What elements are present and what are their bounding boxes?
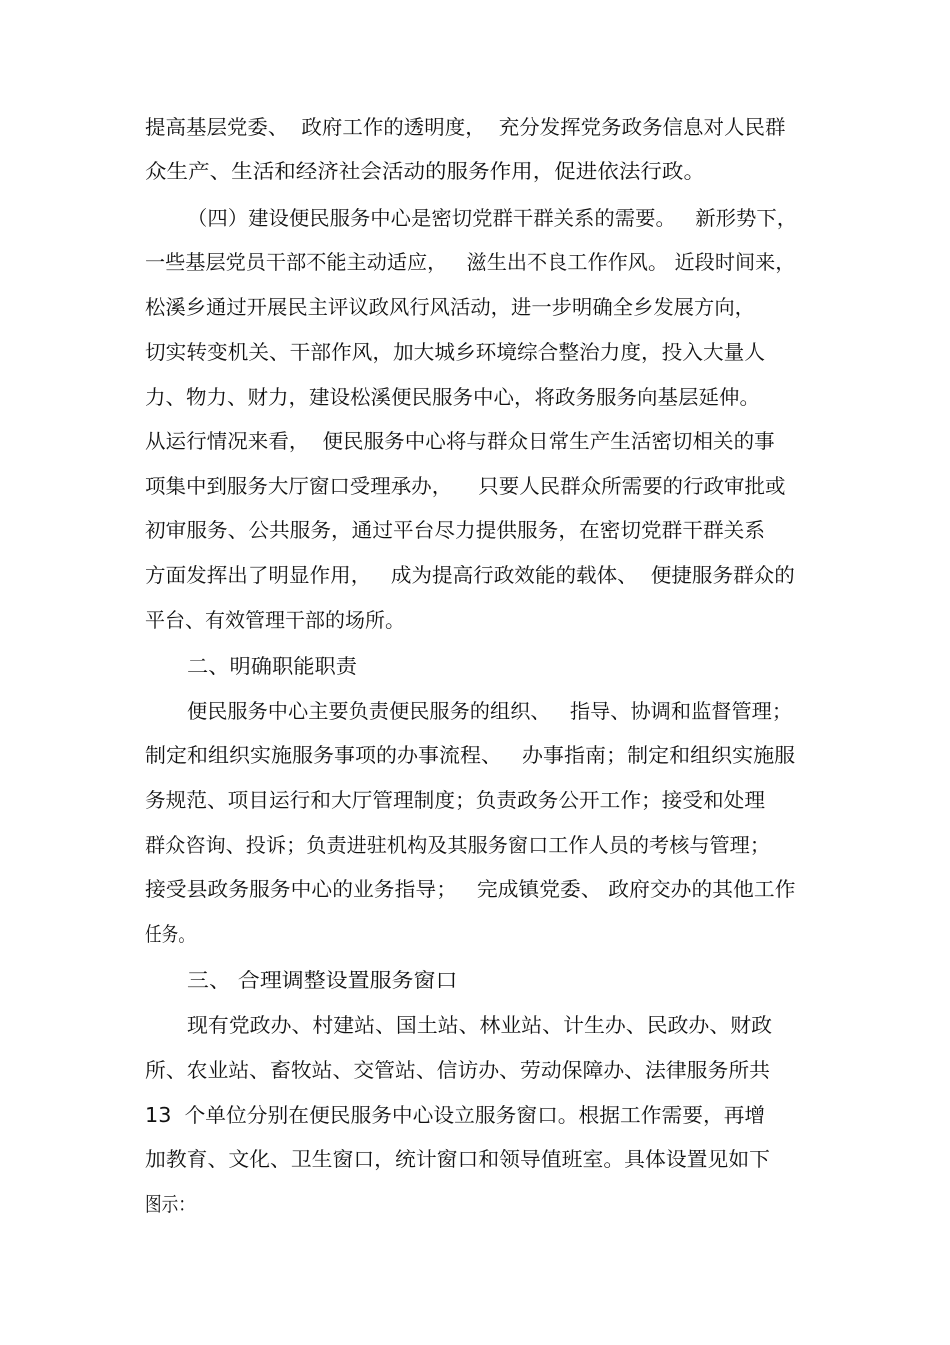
text-line: （四）建设便民服务中心是密切党群干群关系的需要。 新形势下， [187, 206, 798, 230]
text-line: 从运行情况来看， 便民服务中心将与群众日常生产生活密切相关的事 [145, 429, 775, 453]
text-line: 项集中到服务大厅窗口受理承办， 只要人民群众所需要的行政审批或 [145, 474, 786, 498]
text-line: 图示： [145, 1192, 195, 1216]
text-line: 接受县政务服务中心的业务指导； 完成镇党委、 政府交办的其他工作 [145, 877, 796, 901]
text-line: 提高基层党委、 政府工作的透明度， 充分发挥党务政务信息对人民群 [145, 115, 786, 139]
text-line: 方面发挥出了明显作用， 成为提高行政效能的载体、 便捷服务群众的 [145, 563, 795, 587]
text-line: 二、明确职能职责 [187, 654, 357, 678]
text-line: 初审服务、公共服务，通过平台尽力提供服务，在密切党群干群关系 [145, 518, 765, 542]
text-line: 群众咨询、投诉；负责进驻机构及其服务窗口工作人员的考核与管理； [145, 833, 770, 857]
text-line: 三、 合理调整设置服务窗口 [187, 968, 458, 992]
text-line: 一些基层党员干部不能主动适应， 滋生出不良工作作风。 近段时间来， [145, 250, 796, 274]
text-line: 便民服务中心主要负责便民服务的组织、 指导、协调和监督管理； [187, 699, 793, 723]
text-line: 众生产、生活和经济社会活动的服务作用，促进依法行政。 [145, 159, 705, 183]
text-line: 加教育、文化、卫生窗口，统计窗口和领导值班室。具体设置见如下 [145, 1147, 770, 1171]
text-line: 现有党政办、村建站、国土站、林业站、计生办、民政办、财政 [187, 1013, 772, 1037]
text-line: 松溪乡通过开展民主评议政风行风活动，进一步明确全乡发展方向， [145, 295, 755, 319]
text-line: 13 个单位分别在便民服务中心设立服务窗口。根据工作需要，再增 [145, 1103, 766, 1127]
text-line: 所、农业站、畜牧站、交管站、信访办、劳动保障办、法律服务所共 [145, 1058, 770, 1082]
text-line: 切实转变机关、干部作风，加大城乡环境综合整治力度，投入大量人 [145, 340, 765, 364]
text-line: 力、物力、财力，建设松溪便民服务中心，将政务服务向基层延伸。 [145, 385, 760, 409]
text-line: 制定和组织实施服务事项的办事流程、 办事指南；制定和组织实施服 [145, 743, 796, 767]
text-line: 任务。 [145, 922, 195, 946]
text-line: 平台、有效管理干部的场所。 [145, 608, 405, 632]
text-line: 务规范、项目运行和大厅管理制度；负责政务公开工作；接受和处理 [145, 788, 765, 812]
